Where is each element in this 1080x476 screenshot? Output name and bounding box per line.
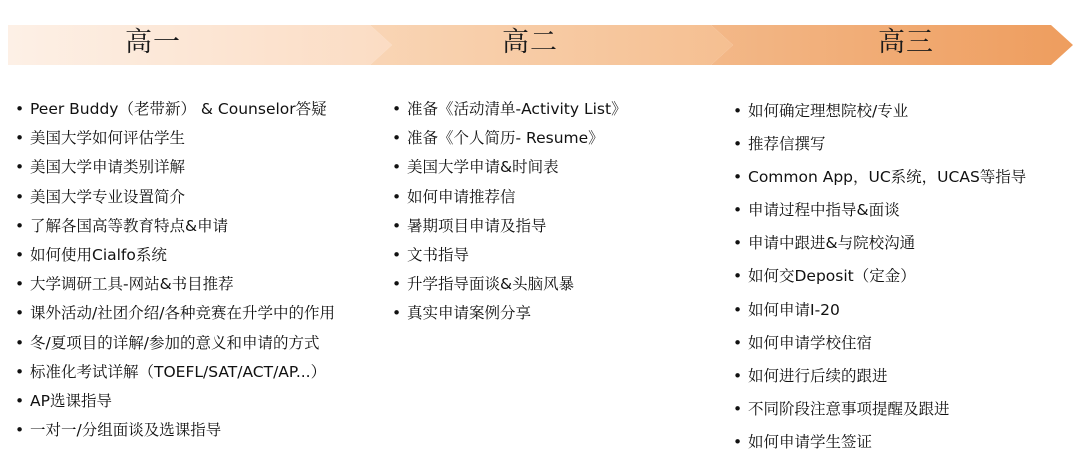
list-item: • 申请过程中指导&面谈 [733,194,1026,227]
bullet-icon: • [733,432,743,451]
list-item: • 美国大学专业设置简介 [15,183,335,212]
header-grade-10: 高一 [125,27,181,58]
list-item: • 如何确定理想院校/专业 [733,95,1026,128]
bullet-icon: • [392,275,402,294]
grade-12-topic-list [733,95,1026,459]
bullet-icon: • [15,421,25,440]
grade-11-topic-list [392,95,627,329]
bullet-icon: • [733,201,743,220]
bullet-icon: • [15,333,25,352]
bullet-icon: • [392,245,402,264]
bullet-icon: • [15,100,25,118]
list-item: • 准备《个人简历- Resume》 [392,124,627,153]
list-item: • 课外活动/社团介绍/各种竞赛在升学中的作用 [15,299,335,328]
list-item: • 推荐信撰写 [733,128,1026,161]
list-item: • 如何申请I-20 [733,294,1026,327]
bullet-icon: • [733,333,743,352]
list-item: • 如何申请推荐信 [392,183,627,212]
list-item: • 一对一/分组面谈及选课指导 [15,416,335,445]
bullet-icon: • [392,129,402,148]
bullet-icon: • [392,100,402,118]
list-item: • 准备《活动清单-Activity List》 [392,95,627,124]
list-item: • 如何申请学校住宿 [733,327,1026,360]
list-item: • 申请中跟进&与院校沟通 [733,227,1026,260]
list-item: • 大学调研工具-网站&书目推荐 [15,270,335,299]
bullet-icon: • [733,234,743,253]
list-item: • 升学指导面谈&头脑风暴 [392,270,627,299]
list-item: • 美国大学申请&时间表 [392,153,627,182]
list-item: • 暑期项目申请及指导 [392,212,627,241]
bullet-icon: • [733,267,743,286]
list-item: • 标准化考试详解（TOEFL/SAT/ACT/AP...） [15,358,335,387]
bullet-icon: • [392,187,402,206]
list-item: • 美国大学申请类别详解 [15,153,335,182]
bullet-icon: • [15,158,25,177]
bullet-icon: • [392,158,402,177]
list-item: • 文书指导 [392,241,627,270]
list-item: • Peer Buddy（老带新） & Counselor答疑 [15,95,335,124]
header-grade-11: 高二 [502,27,558,58]
bullet-icon: • [733,366,743,385]
list-item: • 不同阶段注意事项提醒及跟进 [733,393,1026,426]
grade-10-topic-list [15,95,335,445]
bullet-icon: • [392,216,402,235]
bullet-icon: • [15,245,25,264]
list-item: • 如何交Deposit（定金） [733,260,1026,293]
list-item: • Common App，UC系统，UCAS等指导 [733,161,1026,194]
bullet-icon: • [733,168,743,187]
list-item: • 如何申请学生签证 [733,426,1026,459]
list-item: • AP选课指导 [15,387,335,416]
bullet-icon: • [15,304,25,323]
bullet-icon: • [15,129,25,148]
list-item: • 了解各国高等教育特点&申请 [15,212,335,241]
list-item: • 如何使用Cialfo系统 [15,241,335,270]
list-item: • 美国大学如何评估学生 [15,124,335,153]
bullet-icon: • [15,362,25,381]
bullet-icon: • [733,102,743,120]
list-item: • 如何进行后续的跟进 [733,360,1026,393]
list-item: • 冬/夏项目的详解/参加的意义和申请的方式 [15,329,335,358]
bullet-icon: • [392,304,402,323]
header-grade-12: 高三 [878,27,934,58]
list-item: • 真实申请案例分享 [392,299,627,328]
bullet-icon: • [15,391,25,410]
bullet-icon: • [733,300,743,319]
bullet-icon: • [15,275,25,294]
bullet-icon: • [733,399,743,418]
bullet-icon: • [15,216,25,235]
bullet-icon: • [733,135,743,154]
bullet-icon: • [15,187,25,206]
